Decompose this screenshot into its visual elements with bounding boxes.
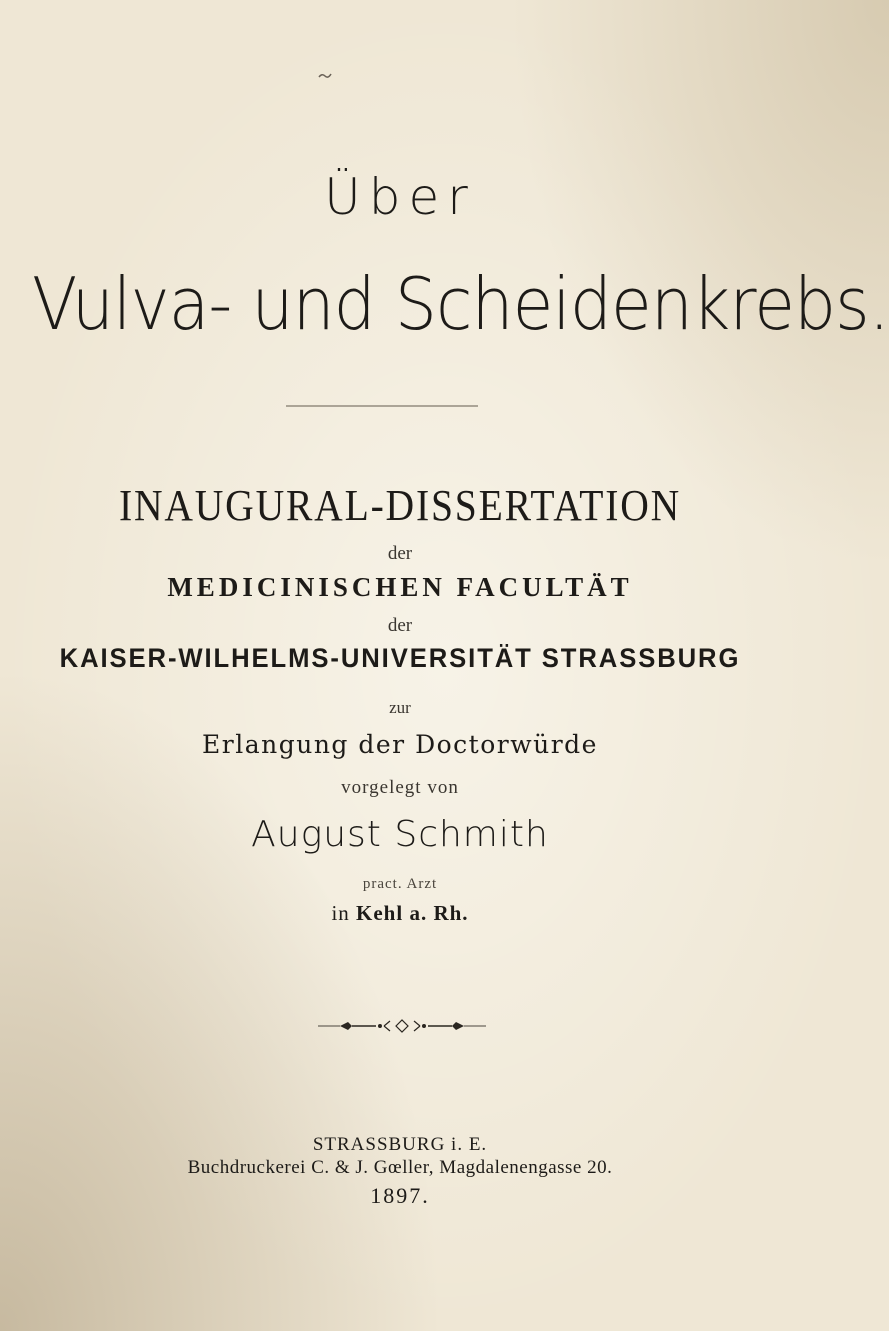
zur-label: zur bbox=[389, 698, 411, 717]
imprint-year: 1897. bbox=[370, 1183, 430, 1208]
der-label-2: der bbox=[387, 615, 413, 636]
imprint-city: STRASSBURG i. E. bbox=[312, 1134, 488, 1155]
der-label-1: der bbox=[387, 543, 413, 564]
author-location bbox=[0, 901, 800, 926]
ink-speck-icon bbox=[318, 72, 332, 80]
university-name: KAISER-WILHELMS-UNIVERSITÄT STRASSBURG bbox=[59, 643, 741, 673]
title-divider bbox=[286, 405, 478, 407]
location-prefix: in bbox=[331, 901, 350, 925]
ueber-heading: Über bbox=[324, 168, 476, 226]
dissertation-title: Vulva- und Scheidenkrebs. bbox=[32, 262, 889, 346]
inaugural-dissertation-heading: INAUGURAL-DISSERTATION bbox=[118, 481, 682, 530]
author-profession: pract. Arzt bbox=[362, 876, 438, 892]
presented-by-label: vorgelegt von bbox=[341, 777, 459, 798]
faculty-name: MEDICINISCHEN FACULTÄT bbox=[167, 572, 633, 602]
decorative-rule-icon bbox=[318, 1018, 486, 1034]
purpose-line: Erlangung der Doctorwürde bbox=[202, 730, 598, 759]
location-name: Kehl a. Rh. bbox=[356, 901, 469, 925]
author-name: August Schmith bbox=[251, 814, 549, 855]
imprint-printer: Buchdruckerei C. & J. Gœller, Magdalenengasse 20. bbox=[187, 1157, 613, 1178]
